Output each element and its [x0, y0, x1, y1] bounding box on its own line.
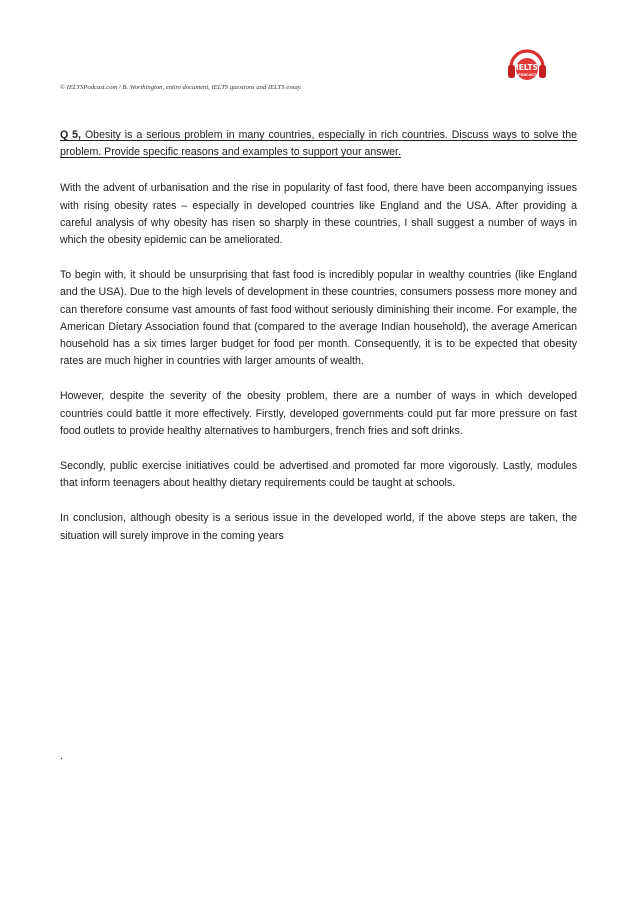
- question-prompt: [60, 127, 577, 161]
- essay-content: [60, 127, 577, 563]
- trailing-dot: .: [60, 750, 63, 762]
- copyright-notice: © IELTSPodcast.com / B. Worthington, entire document, IELTS questions and IELTS essay.: [60, 84, 302, 91]
- essay-paragraph-body-3: Secondly, public exercise initiatives could be advertised and promoted far more vigorously. Lastly, modules that inform teenagers about healthy dietary requirements could be taught at schools.: [60, 460, 577, 490]
- essay-paragraph-intro: With the advent of urbanisation and the rise in popularity of fast food, there have been accompanying issues with rising obesity rates – especially in developed countries like England and the USA. After providing a careful analysis of why obesity has risen so sharply in these countries, I shall suggest a number of ways in which the obesity epidemic can be ameliorated.: [60, 182, 577, 247]
- essay-paragraph-body-2: However, despite the severity of the obesity problem, there are a number of ways in which developed countries could battle it more effectively. Firstly, developed governments could put far more pressure on fast food outlets to provide healthy alternatives to hamburgers, french fries and soft drinks.: [60, 390, 577, 437]
- essay-paragraph-conclusion: In conclusion, although obesity is a serious issue in the developed world, if the above steps are taken, the situation will surely improve in the coming years: [60, 512, 577, 542]
- question-number: Q 5,: [60, 129, 82, 141]
- ielts-podcast-logo: [505, 43, 549, 87]
- question-text: Obesity is a serious problem in many countries, especially in rich countries. Discuss ways to solve the problem. Provide specific reasons and examples to support your answer.: [60, 129, 577, 159]
- logo-top-text: IELTS: [516, 63, 538, 72]
- logo-bottom-text: PODCAST: [517, 73, 537, 77]
- essay-paragraph-body-1: To begin with, it should be unsurprising that fast food is incredibly popular in wealthy countries (like England and the USA). Due to the high levels of development in these countries, consumers possess more money and can therefore consume vast amounts of fast food without seriously diminishing their income. For example, the American Dietary Association found that (compared to the average Indian household), the average American household has a six times larger budget for food per month. Consequently, it is to be expected that obesity rates are much higher in countries with larger amounts of wealth.: [60, 269, 577, 368]
